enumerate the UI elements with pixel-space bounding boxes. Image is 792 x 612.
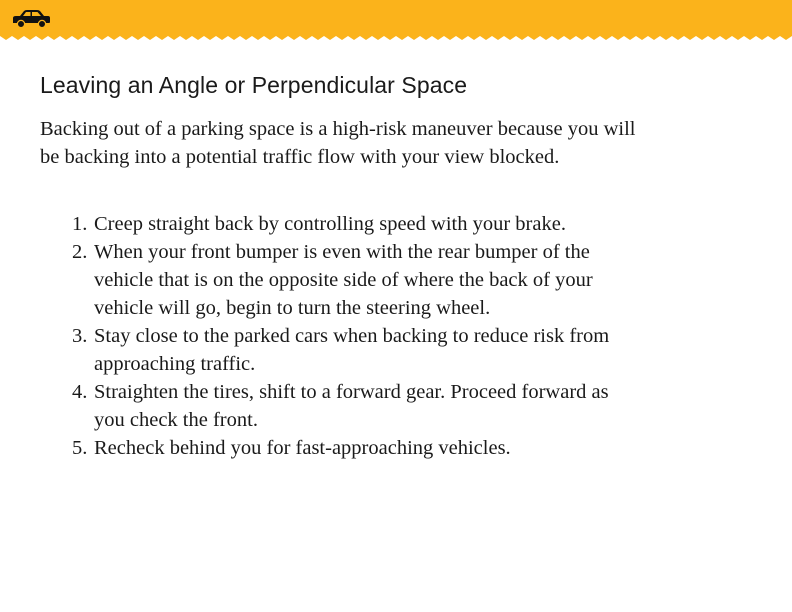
intro-paragraph: Backing out of a parking space is a high-risk maneuver because you will be backing into a potential traffic flow with your view blocked. bbox=[40, 118, 636, 168]
banner-zigzag-edge bbox=[0, 33, 792, 41]
list-item bbox=[40, 378, 660, 434]
step-number: 3. bbox=[72, 325, 88, 347]
step-number: 2. bbox=[72, 241, 88, 263]
car-icon bbox=[9, 9, 53, 29]
slide-title: Leaving an Angle or Perpendicular Space bbox=[40, 72, 468, 98]
step-text: Creep straight back by controlling speed with your brake. bbox=[94, 213, 566, 235]
steps-list bbox=[40, 210, 660, 462]
list-item bbox=[40, 238, 660, 322]
step-text: Recheck behind you for fast-approaching vehicles. bbox=[94, 437, 511, 459]
step-text: Straighten the tires, shift to a forward gear. Proceed forward as you check the front. bbox=[94, 381, 609, 431]
step-number: 4. bbox=[72, 381, 88, 403]
list-item bbox=[40, 210, 660, 238]
step-text: Stay close to the parked cars when backing to reduce risk from approaching traffic. bbox=[94, 325, 610, 375]
list-item bbox=[40, 322, 660, 378]
step-number: 5. bbox=[72, 437, 88, 459]
step-text: When your front bumper is even with the rear bumper of the vehicle that is on the opposite side of where the back of your vehicle will go, begin to turn the steering wheel. bbox=[94, 241, 593, 319]
step-number: 1. bbox=[72, 213, 88, 235]
list-item bbox=[40, 434, 660, 462]
top-banner bbox=[0, 0, 792, 34]
